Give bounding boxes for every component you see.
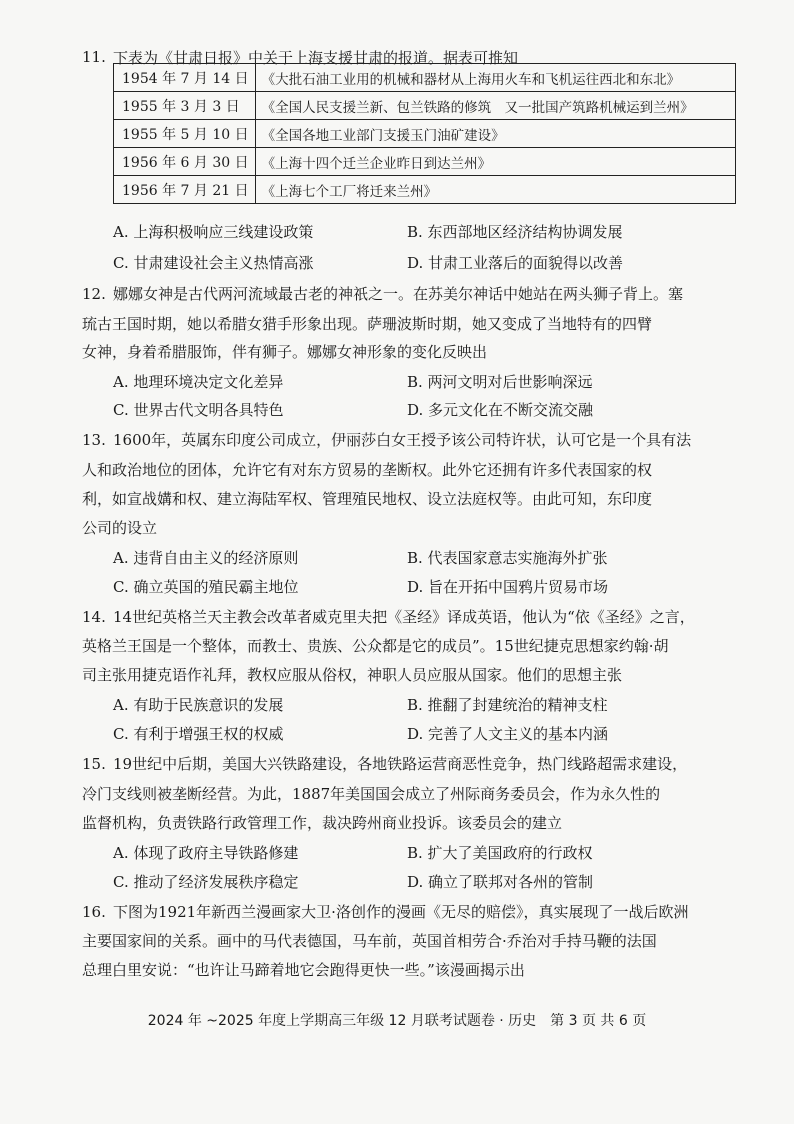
option-b: B. 东西部地区经济结构协调发展 [407,223,623,241]
option-c: C. 甘肃建设社会主义热情高涨 [113,254,314,272]
question-line: 下图为1921年新西兰漫画家大卫·洛创作的漫画《无尽的赔偿》，真实展现了一战后欧洲 [113,903,689,921]
question-line: 利，如宣战媾和权、建立海陆军权、管理殖民地权、设立法庭权等。由此可知，东印度 [82,490,653,508]
option-b: B. 两河文明对后世影响深远 [407,373,593,391]
question-line: 琉古王国时期，她以希腊女猎手形象出现。萨珊波斯时期，她又变成了当地特有的四臂 [82,315,653,333]
option-c: C. 确立英国的殖民霸主地位 [113,578,299,596]
option-c: C. 推动了经济发展秩序稳定 [113,873,299,891]
option-a: A. 地理环境决定文化差异 [113,373,284,391]
option-a: A. 有助于民族意识的发展 [113,696,284,714]
question-line: 14世纪英格兰天主教会改革者威克里夫把《圣经》译成英语，他认为“依《圣经》之言， [113,608,695,626]
question-line: 司主张用捷克语作礼拜，教权应服从俗权，神职人员应服从国家。他们的思想主张 [82,666,623,684]
question-line: 1600年，英属东印度公司成立，伊丽莎白女王授予该公司特许状，认可它是一个具有法 [113,431,692,449]
question-line: 英格兰王国是一个整体，而教士、贵族、公众都是它的成员”。15世纪捷克思想家约翰·胡 [82,637,669,655]
option-d: D. 多元文化在不断交流交融 [407,401,594,419]
question-line: 女神，身着希腊服饰，伴有狮子。娜娜女神形象的变化反映出 [82,343,488,361]
option-d: D. 旨在开拓中国鸦片贸易市场 [407,578,609,596]
date-cell: 1955 年 5 月 10 日 [114,120,256,148]
option-d: D. 确立了联邦对各州的管制 [407,873,594,891]
date-cell: 1956 年 7 月 21 日 [114,176,256,204]
table-row [114,120,736,148]
option-d: D. 完善了人文主义的基本内涵 [407,725,609,743]
question-line: 人和政治地位的团体，允许它有对东方贸易的垄断权。此外它还拥有许多代表国家的权 [82,461,653,479]
option-c: C. 有利于增强王权的权威 [113,725,284,743]
question-line: 监督机构，负责铁路行政管理工作，裁决跨州商业投诉。该委员会的建立 [82,814,563,832]
date-cell: 1956 年 6 月 30 日 [114,148,256,176]
title-cell: 《上海十四个迁兰企业昨日到达兰州》 [255,148,735,176]
question-line: 总理白里安说：“也许让马蹄着地它会跑得更快一些。”该漫画揭示出 [82,961,525,979]
question-line: 冷门支线则被垄断经营。为此，1887年美国国会成立了州际商务委员会，作为永久性的 [82,785,661,803]
option-b: B. 推翻了封建统治的精神支柱 [407,696,608,714]
option-b: B. 代表国家意志实施海外扩张 [407,549,608,567]
table-row [114,64,736,92]
question-number: 16. [82,903,106,921]
title-cell: 《全国各地工业部门支援玉门油矿建设》 [255,120,735,148]
newspaper-table [113,63,736,204]
table-row [114,148,736,176]
option-a: A. 违背自由主义的经济原则 [113,549,299,567]
title-cell: 《全国人民支援兰新、包兰铁路的修筑 又一批国产筑路机械运到兰州》 [255,92,735,120]
page-footer: 2024 年 ~2025 年度上学期高三年级 12 月联考试题卷 · 历史 第 3 页 共 6 页 [147,1013,647,1029]
title-cell: 《大批石油工业用的机械和器材从上海用火车和飞机运往西北和东北》 [255,64,735,92]
table-row [114,92,736,120]
date-cell: 1954 年 7 月 14 日 [114,64,256,92]
question-number: 14. [82,608,106,626]
question-number: 15. [82,755,106,773]
question-number: 13. [82,431,106,449]
title-cell: 《上海七个工厂将迁来兰州》 [255,176,735,204]
option-c: C. 世界古代文明各具特色 [113,401,284,419]
date-cell: 1955 年 3 月 3 日 [114,92,256,120]
question-stem: 下表为《甘肃日报》中关于上海支援甘肃的报道。据表可推知 [113,49,519,67]
option-a: A. 上海积极响应三线建设政策 [113,223,314,241]
question-number: 11. [82,48,106,66]
question-line: 娜娜女神是古代两河流域最古老的神祇之一。在苏美尔神话中她站在两头狮子背上。塞 [113,285,684,303]
table-row [114,176,736,204]
option-d: D. 甘肃工业落后的面貌得以改善 [407,254,624,272]
question-number: 12. [82,285,106,303]
question-line: 主要国家间的关系。画中的马代表德国，马车前，英国首相劳合·乔治对手持马鞭的法国 [82,932,657,950]
option-b: B. 扩大了美国政府的行政权 [407,844,593,862]
question-line: 公司的设立 [82,519,158,537]
option-a: A. 体现了政府主导铁路修建 [113,844,299,862]
question-line: 19世纪中后期，美国大兴铁路建设，各地铁路运营商恶性竞争，热门线路超需求建设， [113,755,688,773]
